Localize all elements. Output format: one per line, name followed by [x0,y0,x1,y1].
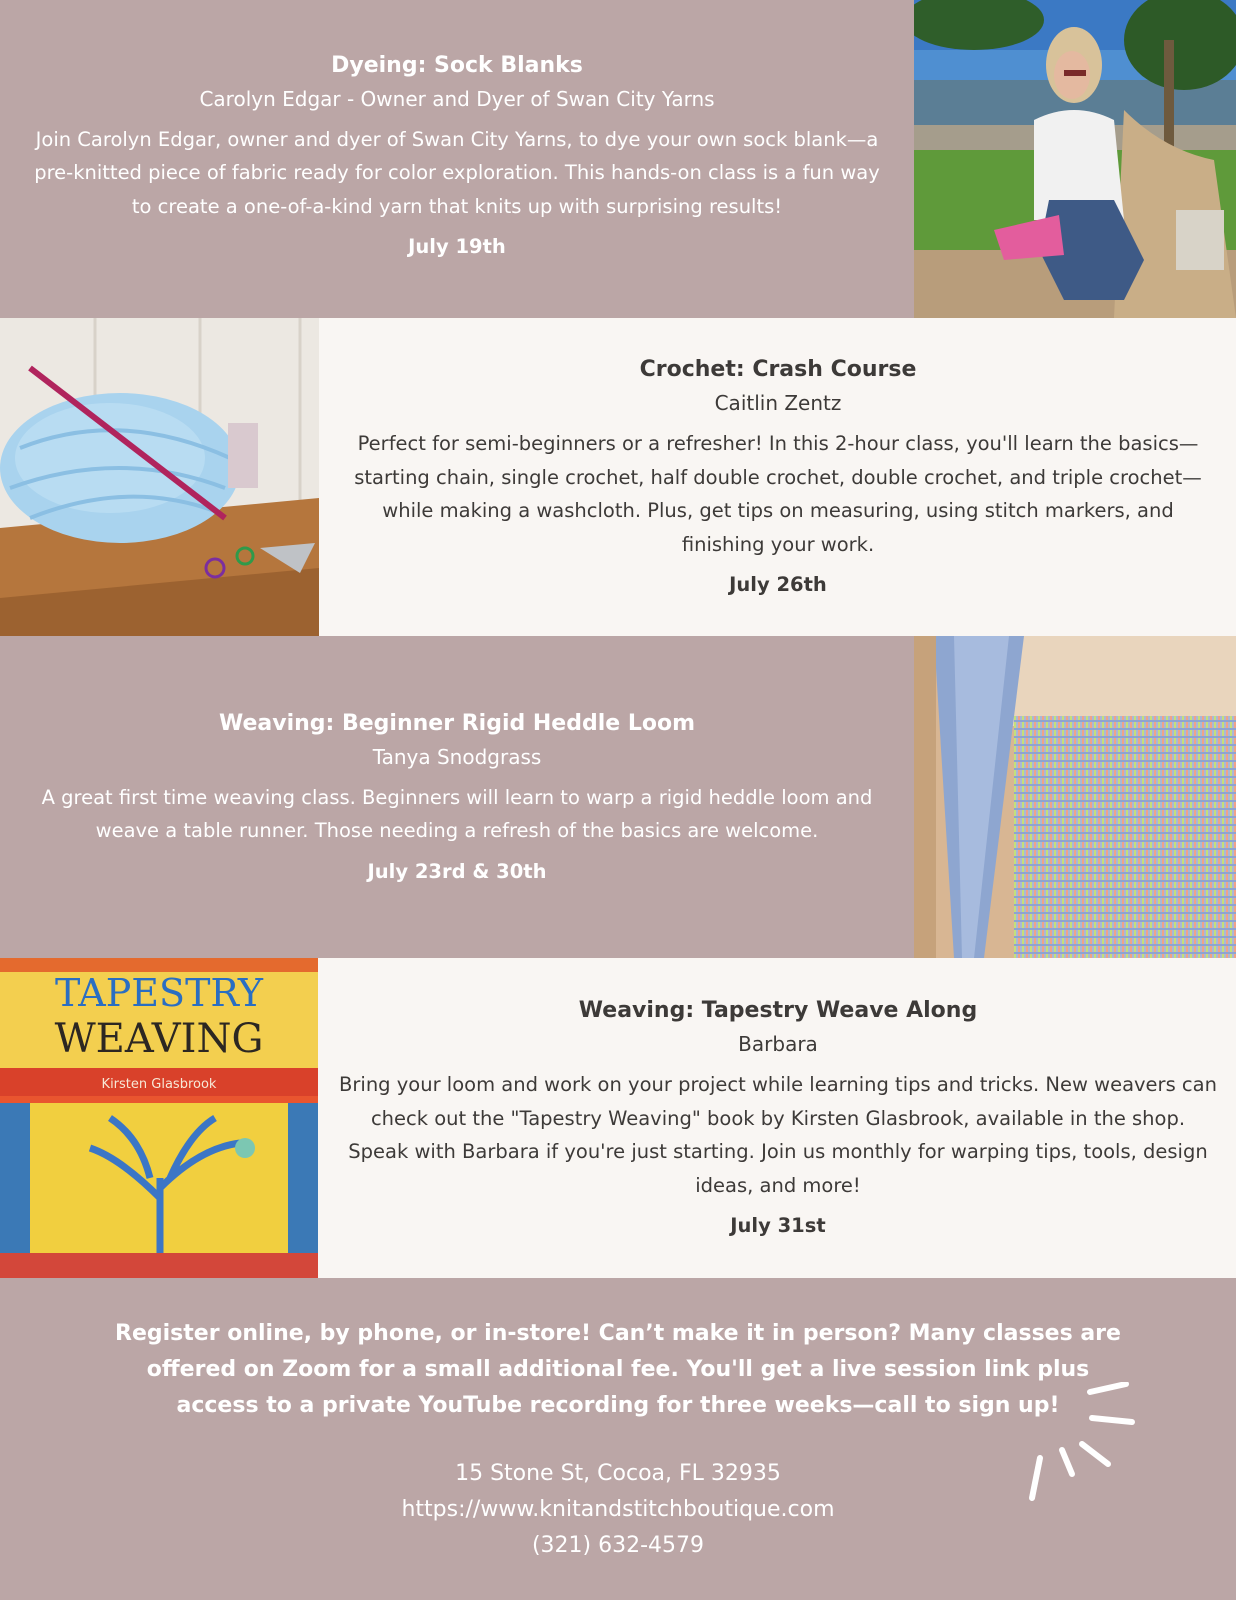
contact-info [0,1456,1236,1564]
photo-loom-warp [914,636,1236,958]
class-date: July 26th [729,573,827,596]
class-section-tapestry [0,958,1236,1278]
registration-info: Register online, by phone, or in-store! Can’t make it in person? Many classes are offered on Zoom for a small additional fee. You'll get a live session link plus access to a private YouTube recording for three weeks—call to sign up! [115,1321,1121,1418]
book-author: Kirsten Glasbrook [101,1077,217,1092]
class-instructor: Barbara [738,1032,818,1056]
class-title: Weaving: Tapestry Weave Along [578,998,978,1023]
class-instructor: Carolyn Edgar - Owner and Dyer of Swan City Yarns [199,86,715,111]
class-info [339,958,1217,1278]
class-description: Perfect for semi-beginners or a refresher! In this 2-hour class, you'll learn the basics—starting chain, single crochet, half double crochet, double crochet, and triple crochet—while making a washcloth. Plus, get tips on measuring, using stitch markers, and finishing your work. [354,432,1202,556]
class-title: Dyeing: Sock Blanks [331,52,583,78]
class-date: July 23rd & 30th [367,859,547,883]
class-info [339,318,1217,636]
class-date: July 31st [730,1214,826,1237]
class-info [30,636,884,958]
class-instructor: Caitlin Zentz [714,391,842,415]
photo-tapestry-book-cover [0,958,318,1278]
class-instructor: Tanya Snodgrass [372,744,542,769]
class-section-rigid-heddle [0,636,1236,958]
store-address: 15 Stone St, Cocoa, FL 32935 [455,1461,781,1486]
class-title: Crochet: Crash Course [639,357,917,382]
website-link[interactable]: https://www.knitandstitchboutique.com [401,1497,835,1522]
class-date: July 19th [408,235,506,259]
class-description: Bring your loom and work on your project while learning tips and tricks. New weavers can check out the "Tapestry Weaving" book by Kirsten Glasbrook, available in the shop. Speak with Barbara if you're just starting. Join us monthly for warping tips, tools, design ideas, and more! [339,1073,1217,1197]
book-title-line1: TAPESTRY [55,971,263,1015]
class-section-crochet [0,318,1236,636]
class-title: Weaving: Beginner Rigid Heddle Loom [218,710,696,736]
photo-blue-yarn-hook [0,318,319,636]
class-description: Join Carolyn Edgar, owner and dyer of Swan City Yarns, to dye your own sock blank—a pre-knitted piece of fabric ready for color exploration. This hands-on class is a fun way to create a one-of-a-kind yarn that knits up with surprising results! [34,127,880,218]
class-section-dyeing [0,0,1236,318]
book-title-line2: WEAVING [54,1016,264,1062]
phone-number[interactable]: (321) 632-4579 [531,1533,705,1558]
class-description: A great first time weaving class. Beginners will learn to warp a rigid heddle loom and weave a table runner. Those needing a refresh of the basics are welcome. [41,785,873,842]
class-info [30,0,884,318]
photo-knitter-waterfront [914,0,1236,318]
